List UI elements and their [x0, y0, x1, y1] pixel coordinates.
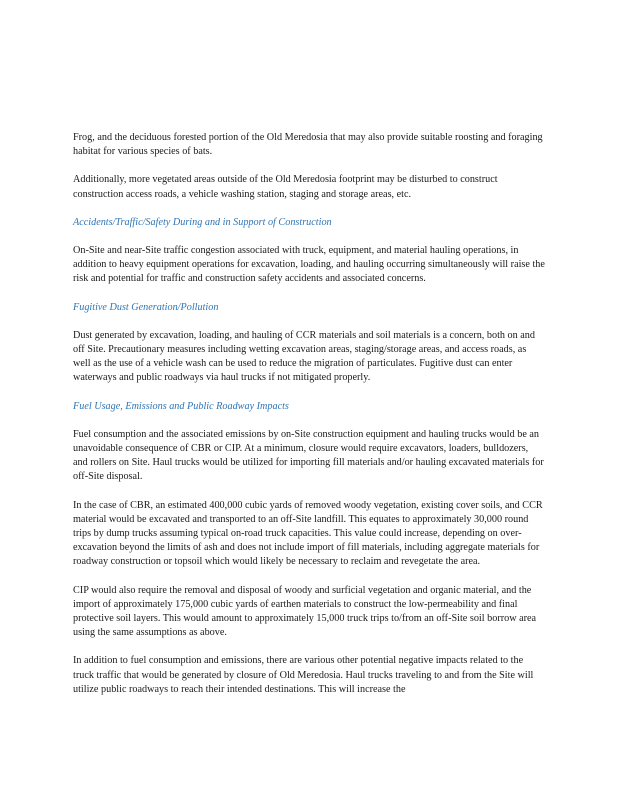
paragraph-fuel-consumption: Fuel consumption and the associated emissions by on-Site construction equipment and hauling trucks would be an unavoidable consequence of CBR or CIP. At a minimum, closure would require excavators, loaders, bulldozers, and rollers on Site. Haul trucks would be utilized for importing fill materials and/or hauling excavated materials for off-Site disposal. [73, 428, 544, 483]
section-heading-accidents: Accidents/Traffic/Safety During and in Support of Construction [73, 216, 332, 228]
paragraph-vegetated-areas: Additionally, more vegetated areas outside of the Old Meredosia footprint may be disturbed to construct construction access roads, a vehicle washing station, staging and storage areas, etc. [73, 174, 498, 200]
paragraph-cip-requirements: CIP would also require the removal and disposal of woody and surficial vegetation and organic material, and the import of approximately 175,000 cubic yards of earthen materials to construct the low-permeability and final protective soil layers. This would amount to approximately 15,000 truck trips to/from an off-Site soil borrow area using the same assumptions as above. [73, 584, 537, 639]
paragraph-traffic-congestion: On-Site and near-Site traffic congestion associated with truck, equipment, and material hauling operations, in addition to heavy equipment operations for excavation, loading, and hauling occurring simultaneously will raise the risk and potential for traffic and construction safety accidents and associated concerns. [73, 245, 545, 285]
paragraph-truck-traffic: In addition to fuel consumption and emissions, there are various other potential negative impacts related to the truck traffic that would be generated by closure of Old Meredosia. Haul trucks traveling to and from the Site will utilize public roadways to reach their intended destinations. This will increase the [73, 655, 534, 695]
paragraph-cbr-estimate: In the case of CBR, an estimated 400,000 cubic yards of removed woody vegetation, existing cover soils, and CCR material would be excavated and transported to an off-Site landfill. This equates to approximately 30,000 round trips by dump trucks assuming typical on-road truck capacities. This value could increase, depending on over-excavation beyond the limits of ash and does not include import of fill materials, including aggregate materials for roadway construction or topsoil which would likely be necessary to reclaim and revegetate the area. [73, 499, 543, 568]
document-body [73, 131, 545, 711]
paragraph-dust: Dust generated by excavation, loading, and hauling of CCR materials and soil materials is a concern, both on and off Site. Precautionary measures including wetting excavation areas, staging/storage areas, and access roads, as well as the use of a vehicle wash can be used to reduce the migration of particulates. Fugitive dust can enter waterways and public roadways via haul trucks if not mitigated properly. [73, 329, 535, 384]
paragraph-habitat: Frog, and the deciduous forested portion of the Old Meredosia that may also provide suitable roosting and foraging habitat for various species of bats. [73, 132, 543, 158]
section-heading-fugitive-dust: Fugitive Dust Generation/Pollution [73, 301, 219, 313]
section-heading-fuel-usage: Fuel Usage, Emissions and Public Roadway Impacts [73, 400, 289, 412]
